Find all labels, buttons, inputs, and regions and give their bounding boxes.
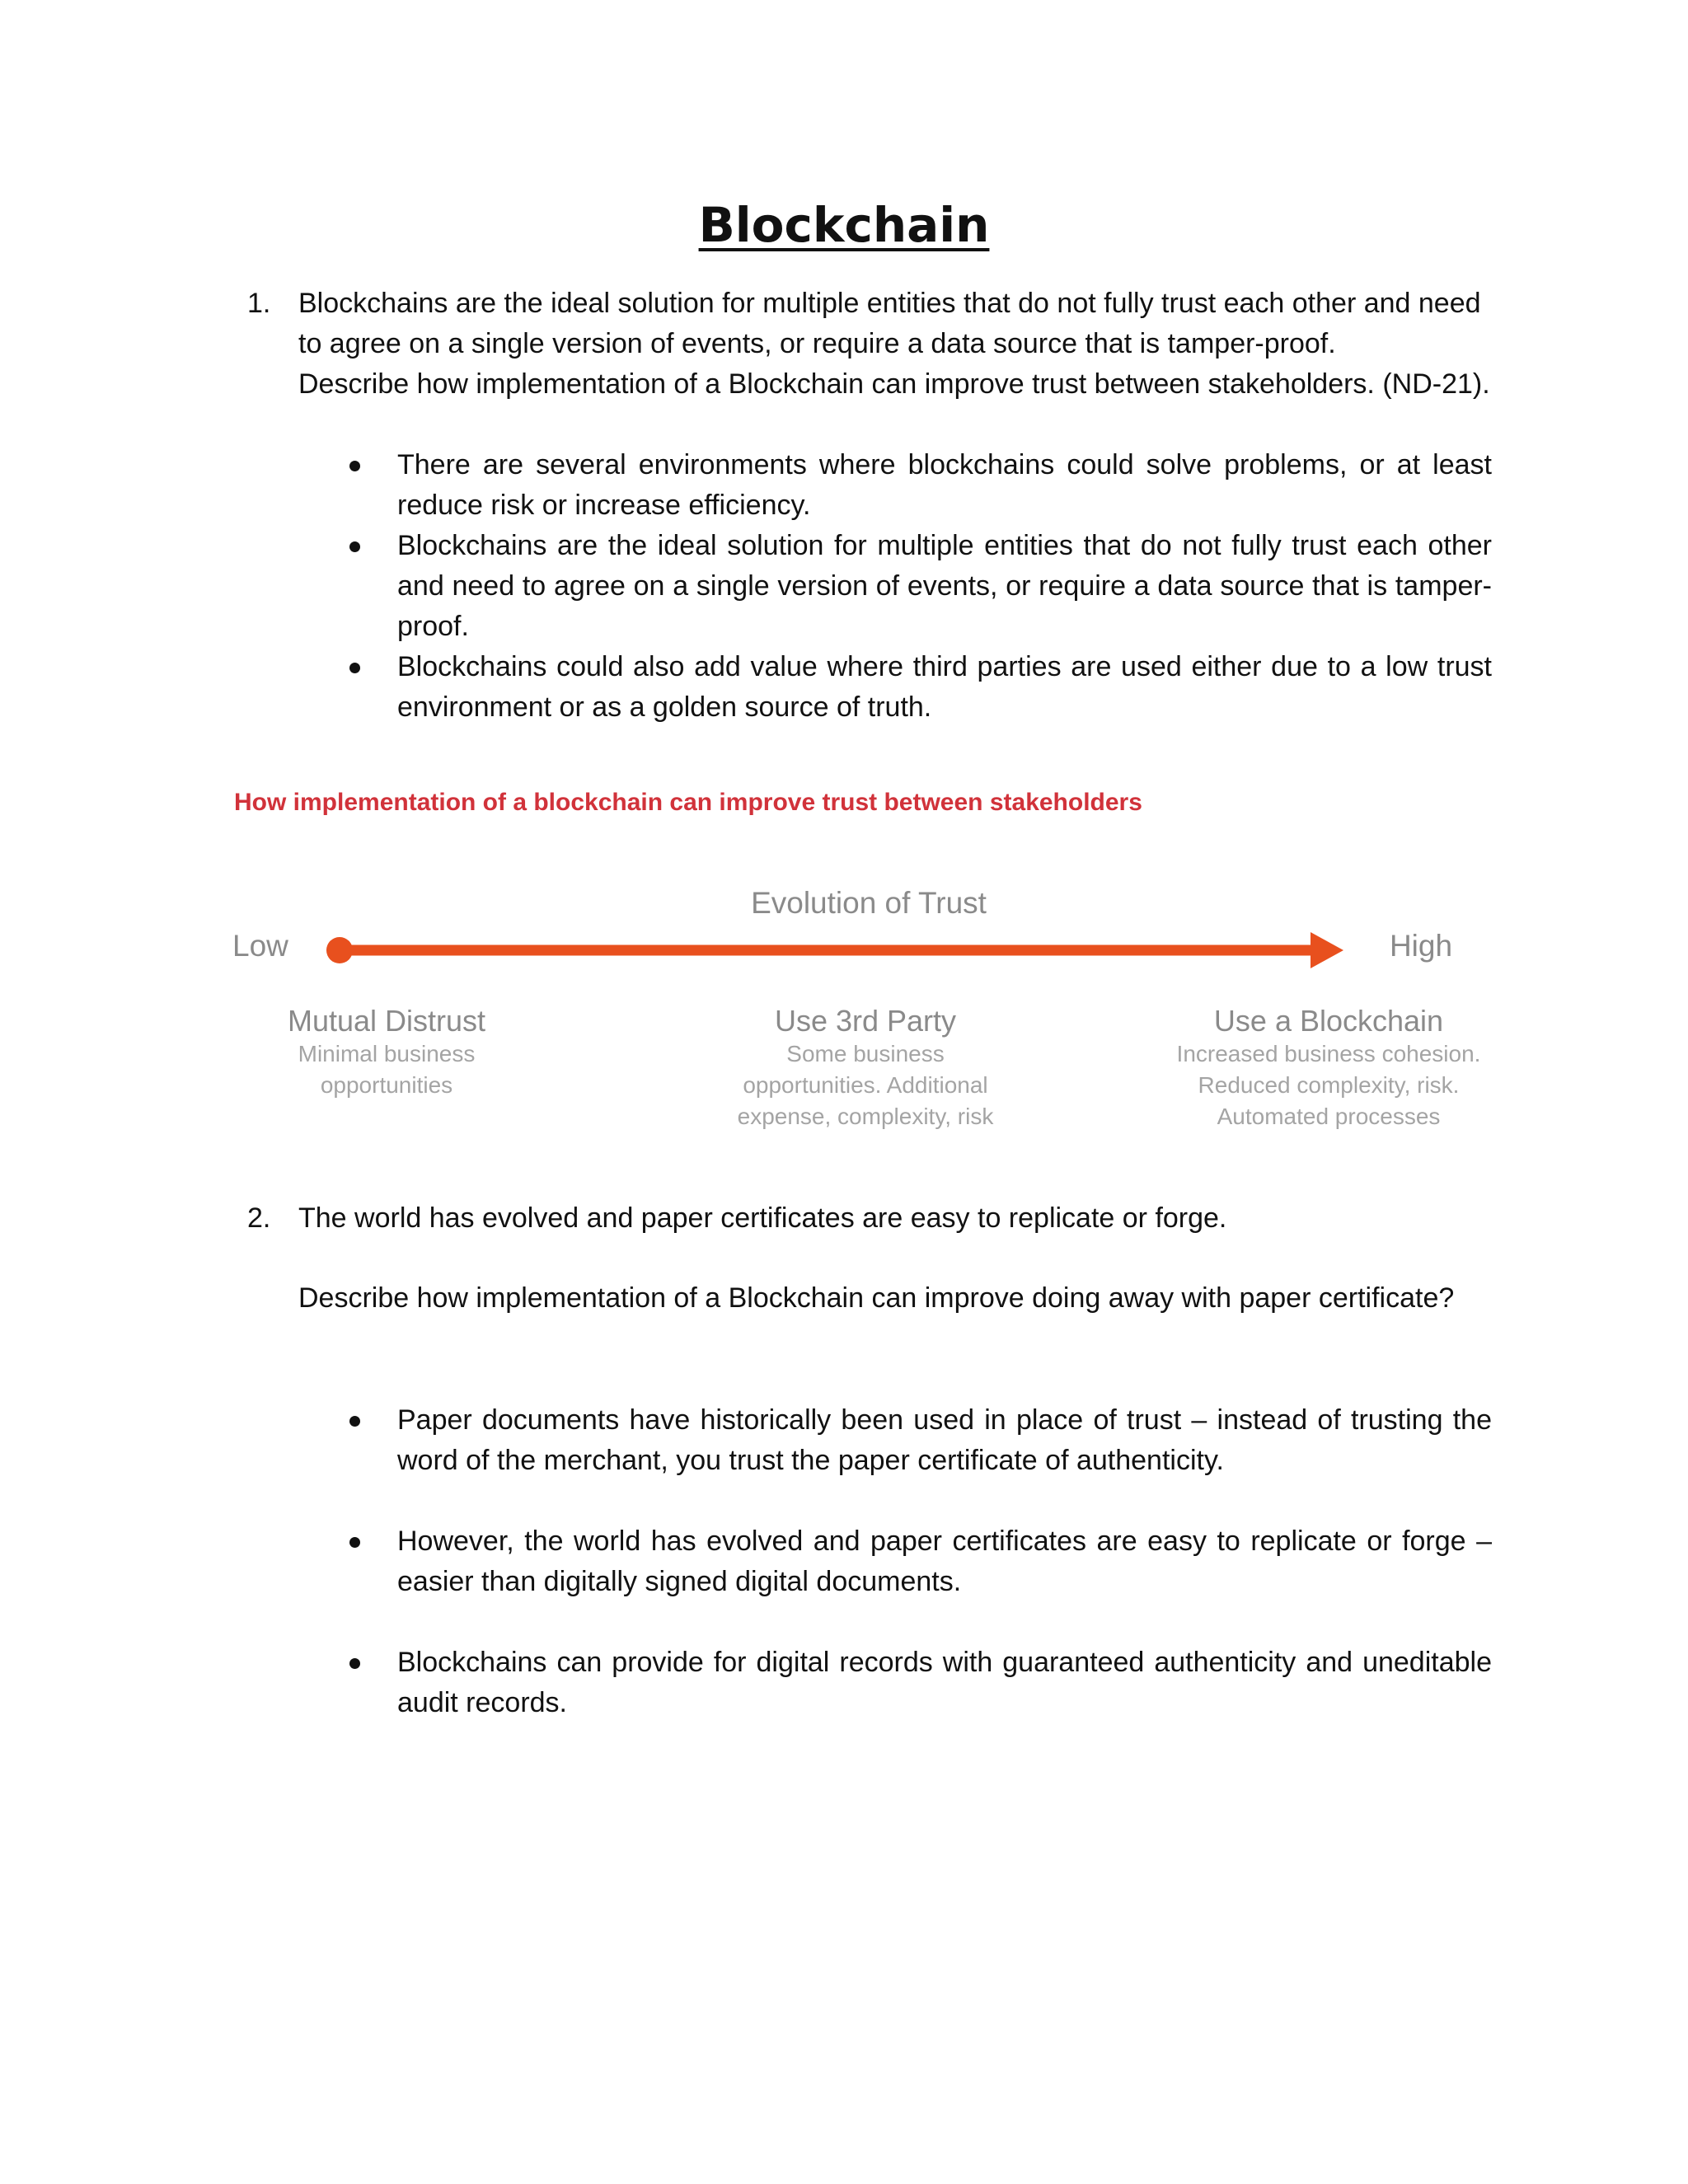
list-item: Blockchains can provide for digital records with guaranteed authenticity and uneditable audit records. xyxy=(397,1643,1492,1723)
question-2-number: 2. xyxy=(247,1202,271,1234)
stage-title: Mutual Distrust xyxy=(287,1004,486,1038)
question-1-bullet-list xyxy=(397,445,1492,728)
bullet-icon xyxy=(349,1416,360,1427)
question-1-line: to agree on a single version of events, or require a data source that is tamper-proof. xyxy=(298,328,1336,359)
stage-mutual-distrust xyxy=(209,1004,564,1101)
list-item: Paper documents have historically been used in place of trust – instead of trusting the word of the merchant, you trust the paper certificate of authenticity. xyxy=(397,1400,1492,1481)
question-2-text: Describe how implementation of a Blockchain can improve doing away with paper certificate? xyxy=(298,1282,1455,1314)
bullet-icon xyxy=(349,1658,360,1669)
figure-heading: Evolution of Trust xyxy=(751,886,987,920)
stage-description-line: opportunities. Additional xyxy=(743,1072,988,1098)
stage-title: Use a Blockchain xyxy=(1213,1004,1444,1038)
bullet-icon xyxy=(349,541,360,552)
stage-use-3rd-party xyxy=(676,1004,1055,1132)
question-1-text xyxy=(298,284,1492,405)
question-1-line: Describe how implementation of a Blockchain can improve trust between stakeholders. (ND-21). xyxy=(298,368,1490,400)
page-title: Blockchain xyxy=(698,197,990,253)
stage-description-line: Minimal business xyxy=(298,1041,476,1066)
stage-use-a-blockchain xyxy=(1131,1004,1526,1132)
stage-description-line: Some business xyxy=(786,1041,945,1066)
bullet-icon xyxy=(349,461,360,471)
bullet-icon xyxy=(349,663,360,673)
list-item: However, the world has evolved and paper certificates are easy to replicate or forge – easier than digitally signed digital documents. xyxy=(397,1521,1492,1602)
question-1-number: 1. xyxy=(247,288,271,319)
high-label: High xyxy=(1389,929,1453,963)
stage-description-line: opportunities xyxy=(320,1072,453,1098)
bullet-icon xyxy=(349,1537,360,1548)
list-item: There are several environments where blockchains could solve problems, or at least reduce risk or increase efficiency. xyxy=(397,445,1492,526)
trust-arrow-start-dot xyxy=(326,937,353,963)
stage-title: Use 3rd Party xyxy=(774,1004,957,1038)
figure-caption: How implementation of a blockchain can improve trust between stakeholders xyxy=(234,789,1142,816)
trust-evolution-figure xyxy=(218,857,1512,1154)
list-item: Blockchains are the ideal solution for multiple entities that do not fully trust each other and need to agree on a single version of events, or require a data source that is tamper-proof. xyxy=(397,526,1492,647)
stage-description-line: Reduced complexity, risk. xyxy=(1198,1072,1460,1098)
question-2-bullet-list xyxy=(397,1400,1492,1723)
stage-description-line: expense, complexity, risk xyxy=(737,1104,994,1129)
low-label: Low xyxy=(232,929,288,963)
stage-description-line: Increased business cohesion. xyxy=(1176,1041,1481,1066)
list-item: Blockchains could also add value where third parties are used either due to a low trust environment or as a golden source of truth. xyxy=(397,647,1492,728)
question-1-line: Blockchains are the ideal solution for multiple entities that do not fully trust each other and need xyxy=(298,288,1481,319)
trust-arrow-head xyxy=(1311,932,1343,968)
question-2-statement: The world has evolved and paper certificates are easy to replicate or forge. xyxy=(298,1202,1227,1234)
stage-description-line: Automated processes xyxy=(1217,1104,1441,1129)
